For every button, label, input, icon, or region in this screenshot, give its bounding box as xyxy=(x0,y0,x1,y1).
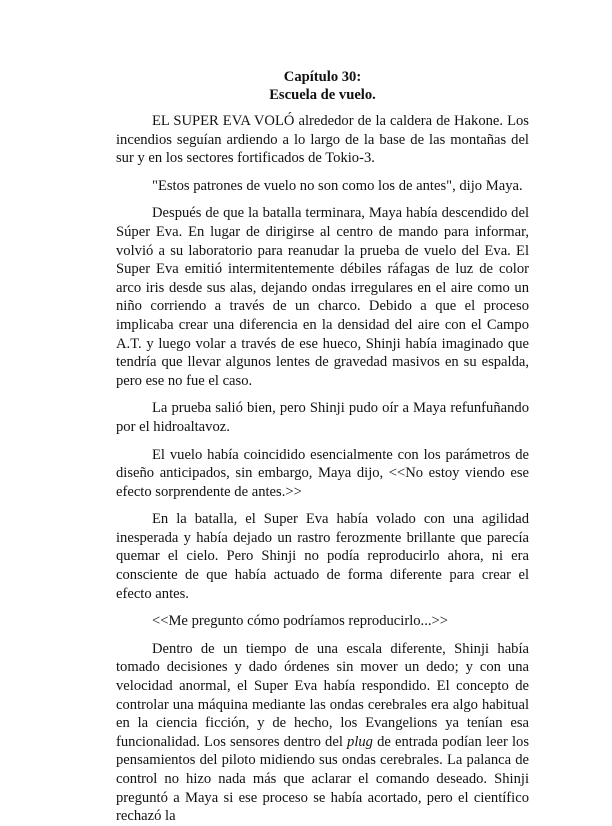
page-body xyxy=(116,68,529,826)
chapter-heading xyxy=(116,68,529,104)
paragraph-8-text-end: de entrada podían leer los pensamientos del piloto midiendo sus ondas cerebrales. La palanca de control no hizo nada más que aclarar el comando deseado. Shinji preguntó a Maya si ese proceso se había acortado, pero el científico rechazó la xyxy=(116,733,530,825)
paragraph-1: EL SUPER EVA VOLÓ alrededor de la caldera de Hakone. Los incendios seguían ardiendo a lo largo de la base de las montañas del sur y en los sectores fortificados de Tokio-3. xyxy=(116,113,529,167)
paragraph-8-text-start: Dentro de un tiempo de una escala diferente, Shinji había tomado decisiones y dado órdenes sin mover un dedo; y con una velocidad anormal, el Super Eva había respondido. El concepto de controlar una máquina mediante las ondas cerebrales era algo habitual en la ciencia ficción, y de hecho, los Evangelions ya tenían esa funcionalidad. Los sensores dentro del xyxy=(116,640,529,750)
chapter-number: Capítulo 30: xyxy=(283,69,362,85)
italic-term: plug xyxy=(347,733,373,750)
paragraph-8 xyxy=(116,640,529,826)
chapter-title: Escuela de vuelo. xyxy=(269,87,376,103)
paragraph-4: La prueba salió bien, pero Shinji pudo oír a Maya refunfuñando por el hidroaltavoz. xyxy=(116,400,529,435)
paragraph-2: "Estos patrones de vuelo no son como los de antes", dijo Maya. xyxy=(152,177,523,194)
paragraph-7: <<Me pregunto cómo podríamos reproducirlo...>> xyxy=(152,613,448,630)
paragraph-5: El vuelo había coincidido esencialmente con los parámetros de diseño anticipados, sin embargo, Maya dijo, <<No estoy viendo ese efecto sorprendente de antes.>> xyxy=(116,446,529,500)
paragraph-6: En la batalla, el Super Eva había volado con una agilidad inesperada y había dejado un rastro ferozmente brillante que parecía quemar el cielo. Pero Shinji no podía reproducirlo ahora, ni era consciente de que había actuado de forma diferente para crear el efecto antes. xyxy=(116,511,529,602)
paragraph-3: Después de que la batalla terminara, Maya había descendido del Súper Eva. En lugar de dirigirse al centro de mando para informar, volvió a su laboratorio para reanudar la prueba de vuelo del Eva. El Super Eva emitió intermitentemente débiles ráfagas de luz de color arco iris desde sus alas, dejando ondas irregulares en el aire como un niño corriendo a través de un charco. Debido a que el proceso implicaba crear una diferencia en la densidad del aire con el Campo A.T. y luego volar a través de ese hueco, Shinji había imaginado que tendría que llevar algunos lentes de gravedad masivos en su espalda, pero ese no fue el caso. xyxy=(116,205,529,389)
